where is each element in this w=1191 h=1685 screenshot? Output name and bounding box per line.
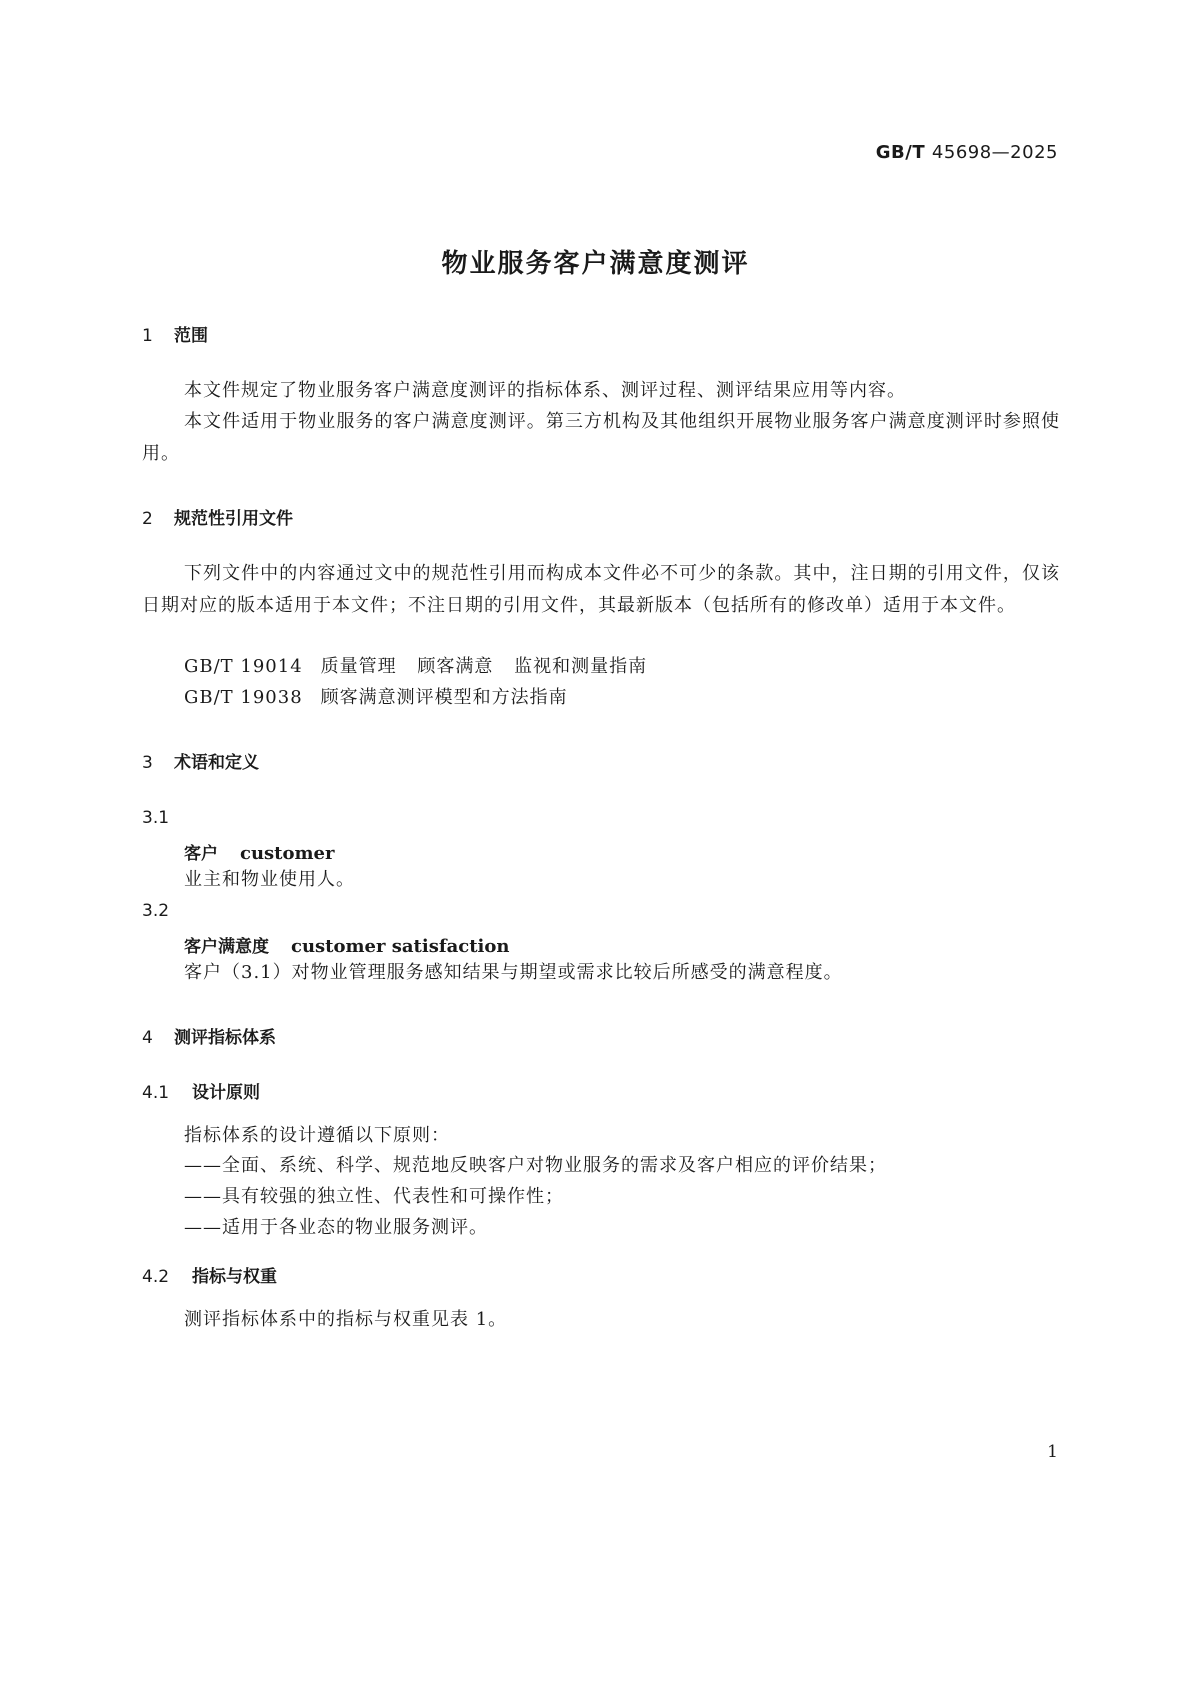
paragraph-scope-1: 本文件规定了物业服务客户满意度测评的指标体系、测评过程、测评结果应用等内容。 [184, 380, 906, 401]
standard-code [876, 142, 1058, 163]
term-en: customer [240, 843, 335, 864]
list-item: ——具有较强的独立性、代表性和可操作性； [184, 1186, 564, 1207]
paragraph-weights: 测评指标体系中的指标与权重见表 1。 [184, 1309, 508, 1330]
term-en: customer satisfaction [291, 936, 510, 957]
section-heading-1 [142, 321, 208, 346]
term-number: 3.2 [142, 901, 170, 921]
reference-item [184, 651, 647, 683]
section-number: 4 [142, 1028, 153, 1048]
term-zh: 客户满意度 [184, 937, 269, 957]
section-heading-2 [142, 504, 293, 529]
paragraph-scope-2: 本文件适用于物业服务的客户满意度测评。第三方机构及其他组织开展物业服务客户满意度测评时参照使用。 [142, 411, 1060, 464]
section-number: 1 [142, 326, 153, 346]
section-number: 2 [142, 509, 153, 529]
term-title [184, 839, 334, 864]
section-title: 测评指标体系 [174, 1028, 276, 1048]
paragraph-normative-refs: 下列文件中的内容通过文中的规范性引用而构成本文件必不可少的条款。其中，注日期的引用文件，仅该日期对应的版本适用于本文件；不注日期的引用文件，其最新版本（包括所有的修改单）适用于本文件。 [142, 563, 1060, 616]
section-title: 范围 [174, 326, 208, 346]
subsection-title: 设计原则 [192, 1083, 260, 1103]
page-number: 1 [1047, 1442, 1058, 1462]
term-definition: 业主和物业使用人。 [184, 869, 355, 890]
term-zh: 客户 [184, 844, 218, 864]
section-heading-4 [142, 1023, 276, 1048]
reference-item [184, 682, 568, 714]
reference-code: GB/T 19038 [184, 687, 303, 708]
standard-number: 45698—2025 [931, 142, 1058, 163]
term-definition: 客户（3.1）对物业管理服务感知结果与期望或需求比较后所感受的满意程度。 [184, 962, 843, 983]
standard-prefix: GB/T [875, 142, 926, 163]
term-number: 3.1 [142, 808, 170, 828]
section-title: 规范性引用文件 [174, 509, 293, 529]
reference-title: 顾客满意测评模型和方法指南 [320, 687, 568, 708]
section-title: 术语和定义 [174, 753, 259, 773]
principles-intro: 指标体系的设计遵循以下原则： [184, 1125, 450, 1146]
list-item: ——全面、系统、科学、规范地反映客户对物业服务的需求及客户相应的评价结果； [184, 1155, 887, 1176]
subsection-number: 4.1 [142, 1083, 170, 1103]
section-heading-3 [142, 748, 259, 773]
list-item: ——适用于各业态的物业服务测评。 [184, 1217, 488, 1238]
subsection-heading-4-2 [142, 1262, 277, 1287]
subsection-number: 4.2 [142, 1267, 170, 1287]
document-title: 物业服务客户满意度测评 [441, 249, 750, 279]
subsection-title: 指标与权重 [192, 1267, 277, 1287]
term-title [184, 932, 509, 957]
reference-code: GB/T 19014 [184, 656, 303, 677]
section-number: 3 [142, 753, 153, 773]
subsection-heading-4-1 [142, 1078, 260, 1103]
reference-title: 质量管理 顾客满意 监视和测量指南 [320, 656, 648, 677]
